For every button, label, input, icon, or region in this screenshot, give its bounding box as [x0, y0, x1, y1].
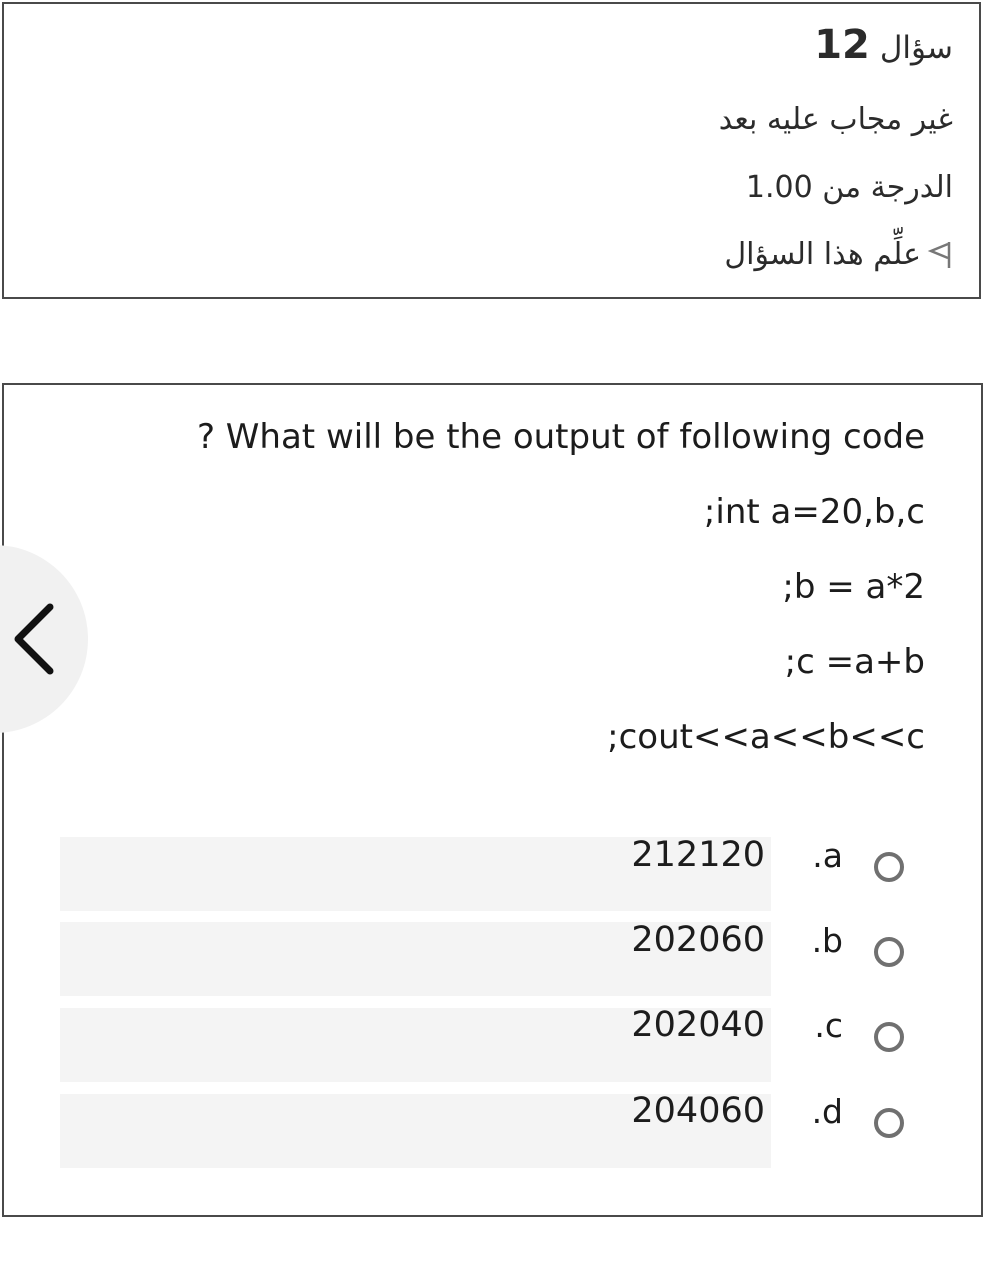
option-c-letter: .c: [814, 1006, 843, 1045]
option-c-value[interactable]: 202040: [631, 1005, 765, 1045]
option-a-letter: .a: [812, 836, 843, 875]
question-label: سؤال: [879, 30, 953, 66]
question-info-panel: [2, 2, 981, 299]
option-b-radio[interactable]: [874, 937, 904, 967]
option-d-value[interactable]: 204060: [631, 1091, 765, 1131]
option-c-radio[interactable]: [874, 1022, 904, 1052]
question-status: غير مجاب عليه بعد: [718, 102, 953, 137]
code-line: ;b = a*2: [782, 567, 925, 607]
question-content-panel: [2, 383, 983, 1217]
code-line: ;int a=20,b,c: [703, 492, 925, 532]
question-grade: الدرجة من 1.00: [745, 170, 953, 205]
question-number: 12: [814, 22, 870, 68]
option-d-radio[interactable]: [874, 1108, 904, 1138]
option-b-value[interactable]: 202060: [631, 920, 765, 960]
code-line: ;cout<<a<<b<<c: [607, 717, 925, 757]
flag-outline-icon[interactable]: [927, 240, 953, 270]
option-a-radio[interactable]: [874, 852, 904, 882]
question-title: [814, 22, 953, 68]
option-b-letter: .b: [811, 921, 843, 960]
flag-question-label[interactable]: علِّم هذا السؤال: [724, 237, 921, 272]
question-text: ? What will be the output of following code: [196, 417, 925, 457]
chevron-left-icon[interactable]: [10, 601, 58, 677]
code-line: ;c =a+b: [784, 642, 925, 682]
flag-question-link[interactable]: [724, 237, 953, 272]
option-a-value[interactable]: 212120: [631, 835, 765, 875]
option-d-letter: .d: [811, 1092, 843, 1131]
